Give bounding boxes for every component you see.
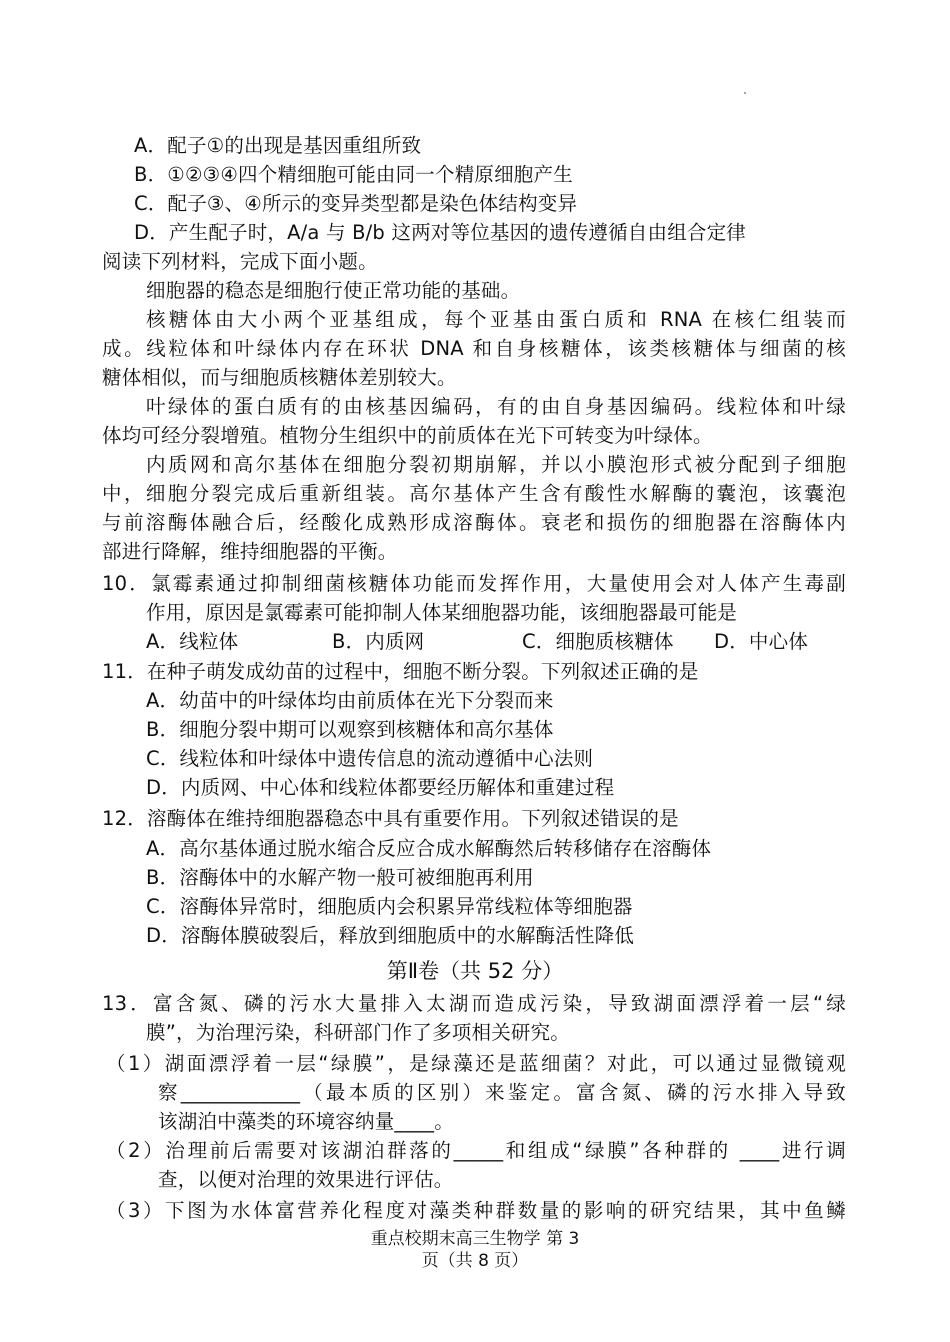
- q12-option-a: A．高尔基体通过脱水缩合反应合成水解酶然后转移储存在溶酶体: [146, 837, 712, 860]
- material-line: 中，细胞分裂完成后重新组装。高尔基体产生含有酸性水解酶的囊泡，该囊泡: [102, 482, 846, 505]
- q12-stem: 12．溶酶体在维持细胞器稳态中具有重要作用。下列叙述错误的是: [102, 807, 679, 830]
- material-line: 内质网和高尔基体在细胞分裂初期崩解，并以小膜泡形式被分配到子细胞: [146, 453, 846, 476]
- q11-option-a: A．幼苗中的叶绿体均由前质体在光下分裂而来: [146, 689, 554, 712]
- footer-line2: 页（共 8 页）: [421, 1251, 529, 1271]
- q9-option-a: A．配子①的出现是基因重组所致: [134, 134, 422, 157]
- material-line: 叶绿体的蛋白质有的由核基因编码，有的由自身基因编码。线粒体和叶绿: [146, 395, 846, 418]
- q11-option-d: D．内质网、中心体和线粒体都要经历解体和重建过程: [146, 776, 615, 799]
- q10-option-c: C．细胞质核糖体: [522, 630, 674, 653]
- material-line: 糖体相似，而与细胞质核糖体差别较大。: [102, 366, 457, 389]
- q13-stem-line2: 膜”，为治理污染，科研部门作了多项相关研究。: [146, 1021, 571, 1044]
- q12-option-d: D．溶酶体膜破裂后，释放到细胞质中的水解酶活性降低: [146, 924, 635, 947]
- material-line: 细胞器的稳态是细胞行使正常功能的基础。: [146, 279, 521, 302]
- footer-line1: 重点校期末高三生物学 第 3: [370, 1229, 580, 1249]
- q13-part1-line3: 该湖泊中藻类的环境容纳量____。: [158, 1110, 454, 1133]
- q10-option-b: B．内质网: [332, 630, 425, 653]
- q13-part1-line1: （1）湖面漂浮着一层“绿膜”，是绿藻还是蓝细菌？对此，可以通过显微镜观: [106, 1052, 846, 1075]
- q11-stem: 11．在种子萌发成幼苗的过程中，细胞不断分裂。下列叙述正确的是: [102, 660, 699, 683]
- q13-part2-line2: 查，以便对治理的效果进行评估。: [158, 1168, 454, 1191]
- q12-option-c: C．溶酶体异常时，细胞质内会积累异常线粒体等细胞器: [146, 895, 633, 918]
- reading-intro: 阅读下列材料，完成下面小题。: [102, 250, 378, 273]
- q10-stem-line1: 10．氯霉素通过抑制细菌核糖体功能而发挥作用，大量使用会对人体产生毒副: [102, 572, 846, 595]
- material-line: 体均可经分裂增殖。植物分生组织中的前质体在光下可转变为叶绿体。: [102, 424, 713, 447]
- q9-option-d: D．产生配子时，A/a 与 B/b 这两对等位基因的遗传遵循自由组合定律: [134, 221, 746, 244]
- material-line: 部进行降解，维持细胞器的平衡。: [102, 540, 398, 563]
- material-line: 成。线粒体和叶绿体内存在环状 DNA 和自身核糖体，该类核糖体与细菌的核: [102, 337, 846, 360]
- q13-part3-line1: （3）下图为水体富营养化程度对藻类种群数量的影响的研究结果，其中鱼鳞: [106, 1199, 846, 1222]
- q10-stem-line2: 作用，原因是氯霉素可能抑制人体某细胞器功能，该细胞器最可能是: [146, 601, 738, 624]
- q13-part2-line1: （2）治理前后需要对该湖泊群落的_____和组成“绿膜”各种群的 ____进行调: [106, 1139, 846, 1162]
- q10-option-a: A．线粒体: [146, 630, 239, 653]
- q13-part1-line2: 察____________（最本质的区别）来鉴定。富含氮、磷的污水排入导致: [158, 1081, 846, 1104]
- q12-option-b: B．溶酶体中的水解产物一般可被细胞再利用: [146, 866, 534, 889]
- q10-option-d: D．中心体: [714, 630, 809, 653]
- q11-option-c: C．线粒体和叶绿体中遗传信息的流动遵循中心法则: [146, 747, 594, 770]
- material-line: 与前溶酶体融合后，经酸化成熟形成溶酶体。衰老和损伤的细胞器在溶酶体内: [102, 511, 846, 534]
- q9-option-b: B．①②③④四个精细胞可能由同一个精原细胞产生: [134, 163, 573, 186]
- scan-dot: [744, 92, 746, 94]
- material-line: 核糖体由大小两个亚基组成，每个亚基由蛋白质和 RNA 在核仁组装而: [146, 308, 846, 331]
- q9-option-c: C．配子③、④所示的变异类型都是染色体结构变异: [134, 192, 578, 215]
- section-title: 第Ⅱ卷（共 52 分）: [386, 959, 564, 983]
- q13-stem-line1: 13．富含氮、磷的污水大量排入太湖而造成污染，导致湖面漂浮着一层“绿: [102, 992, 846, 1015]
- q11-option-b: B．细胞分裂中期可以观察到核糖体和高尔基体: [146, 718, 554, 741]
